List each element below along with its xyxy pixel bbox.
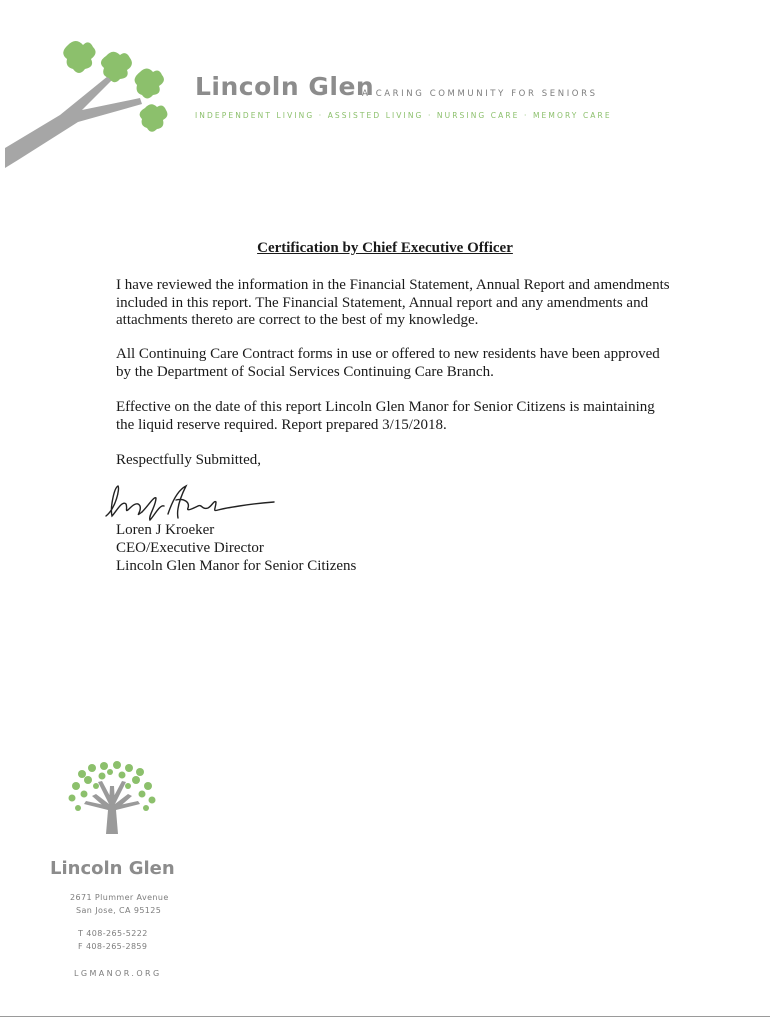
footer-website: LGMANOR.ORG <box>74 969 162 978</box>
letterhead-tagline: A CARING COMMUNITY FOR SENIORS <box>362 89 598 99</box>
paragraph-contract-forms: All Continuing Care Contract forms in use or offered to new residents have been approved by the Department of Social Services Continuing Care Branch. <box>116 346 660 380</box>
paragraph-liquid-reserve: Effective on the date of this report Lincoln Glen Manor for Senior Citizens is maintaining the liquid reserve required. Report prepared 3/15/2018. <box>116 399 655 433</box>
bottom-divider <box>0 1016 770 1017</box>
document-title: Certification by Chief Executive Officer <box>257 240 513 256</box>
signer-name: Loren J Kroeker <box>116 522 215 538</box>
footer-name: Lincoln Glen <box>50 858 175 879</box>
letterhead-name: Lincoln Glen <box>195 72 375 101</box>
signer-organization: Lincoln Glen Manor for Senior Citizens <box>116 558 357 574</box>
paragraph-review: I have reviewed the information in the Financial Statement, Annual Report and amendments included in this report. The Financial Statement, Annual report and any amendments and attachments thereto are correct to the best of my knowledge. <box>116 277 670 328</box>
branch-with-leaves-icon <box>0 30 190 180</box>
signature <box>98 478 278 528</box>
footer-fax: F 408-265-2859 <box>78 942 148 951</box>
closing-line: Respectfully Submitted, <box>116 452 261 468</box>
footer-address-street: 2671 Plummer Avenue <box>70 893 169 902</box>
letterhead-services: INDEPENDENT LIVING · ASSISTED LIVING · NURSING CARE · MEMORY CARE <box>195 111 612 120</box>
tree-icon <box>62 760 162 835</box>
footer-phone: T 408-265-5222 <box>78 929 148 938</box>
signer-title: CEO/Executive Director <box>116 540 264 556</box>
footer-address-city: San Jose, CA 95125 <box>76 906 162 915</box>
